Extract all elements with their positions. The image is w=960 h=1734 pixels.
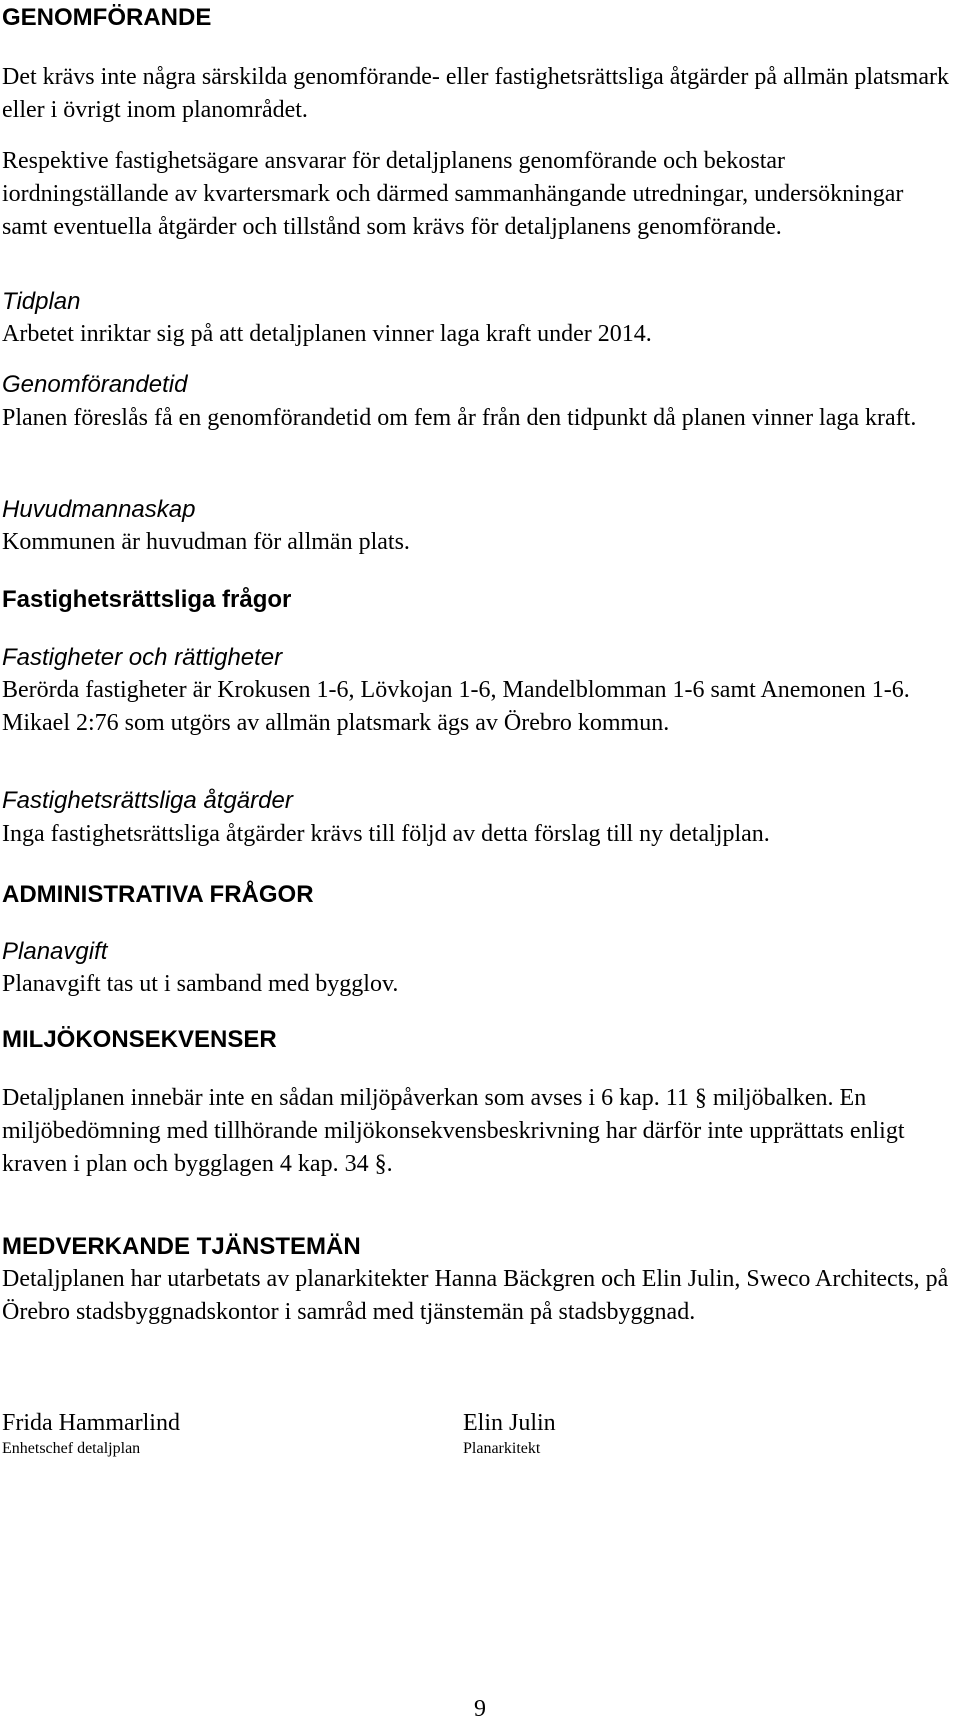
paragraph-genomforandetid: Planen föreslås få en genomförandetid om fem år från den tidpunkt då planen vinner laga kraft. [2, 405, 917, 431]
miljo-text-b: miljöbalken. En miljöbedömning med tillhörande miljökonsekvensbeskrivning har därför inte upprättats enligt kraven i plan och bygglagen 4 kap. 34 [2, 1085, 905, 1177]
paragraph-huvudmannaskap: Kommunen är huvudman för allmän plats. [2, 529, 410, 555]
signature-name-1: Frida Hammarlind [2, 1410, 180, 1436]
signature-name-2: Elin Julin [463, 1410, 556, 1436]
page-number: 9 [474, 1696, 486, 1722]
signature-title-2: Planarkitekt [463, 1440, 541, 1457]
heading-fastighetsrattsliga-atgarder: Fastighetsrättsliga åtgärder [2, 787, 293, 814]
paragraph-genomforande-2: Respektive fastighetsägare ansvarar för detaljplanens genomförande och bekostar iordningställande av kvartersmark och därmed sammanhängande utredningar, undersökningar samt eventuella åtgärder och tillstånd som krävs för detaljplanens genomförande. [2, 148, 904, 240]
heading-planavgift: Planavgift [2, 938, 108, 965]
miljo-text-c: . [386, 1151, 393, 1177]
section-sign: § [374, 1151, 387, 1177]
paragraph-tidplan: Arbetet inriktar sig på att detaljplanen vinner laga kraft under 2014. [2, 321, 652, 347]
heading-administrativa-fragor: ADMINISTRATIVA FRÅGOR [2, 881, 314, 908]
heading-tidplan: Tidplan [2, 288, 81, 315]
paragraph-fastighetsrattsliga-atgarder: Inga fastighetsrättsliga åtgärder krävs till följd av detta förslag till ny detaljplan. [2, 821, 770, 847]
heading-genomforande: GENOMFÖRANDE [2, 4, 212, 31]
paragraph-planavgift: Planavgift tas ut i samband med bygglov. [2, 971, 399, 997]
paragraph-genomforande-1: Det krävs inte några särskilda genomförande- eller fastighetsrättsliga åtgärder på allmän platsmark eller i övrigt inom planområdet. [2, 64, 949, 123]
heading-huvudmannaskap: Huvudmannaskap [2, 496, 196, 523]
heading-genomforandetid: Genomförandetid [2, 371, 188, 398]
section-sign: § [694, 1085, 707, 1111]
miljo-text-a: Detaljplanen innebär inte en sådan miljöpåverkan som avses i 6 kap. 11 [2, 1085, 695, 1111]
paragraph-medverkande: Detaljplanen har utarbetats av planarkitekter Hanna Bäckgren och Elin Julin, Sweco Architects, på Örebro stadsbyggnadskontor i samråd med tjänstemän på stadsbyggnad. [2, 1266, 949, 1325]
heading-medverkande-tjansteman: MEDVERKANDE TJÄNSTEMÄN [2, 1233, 361, 1260]
heading-fastighetsrattsliga-fragor: Fastighetsrättsliga frågor [2, 586, 292, 613]
heading-fastigheter-och-rattigheter: Fastigheter och rättigheter [2, 644, 283, 671]
paragraph-fastigheter: Berörda fastigheter är Krokusen 1-6, Lövkojan 1-6, Mandelblomman 1-6 samt Anemonen 1-6. Mikael 2:76 som utgörs av allmän platsmark ägs av Örebro kommun. [2, 677, 910, 736]
heading-miljokonsekvenser: MILJÖKONSEKVENSER [2, 1026, 277, 1053]
signature-title-1: Enhetschef detaljplan [2, 1440, 141, 1457]
paragraph-miljokonsekvenser [2, 1082, 952, 1181]
